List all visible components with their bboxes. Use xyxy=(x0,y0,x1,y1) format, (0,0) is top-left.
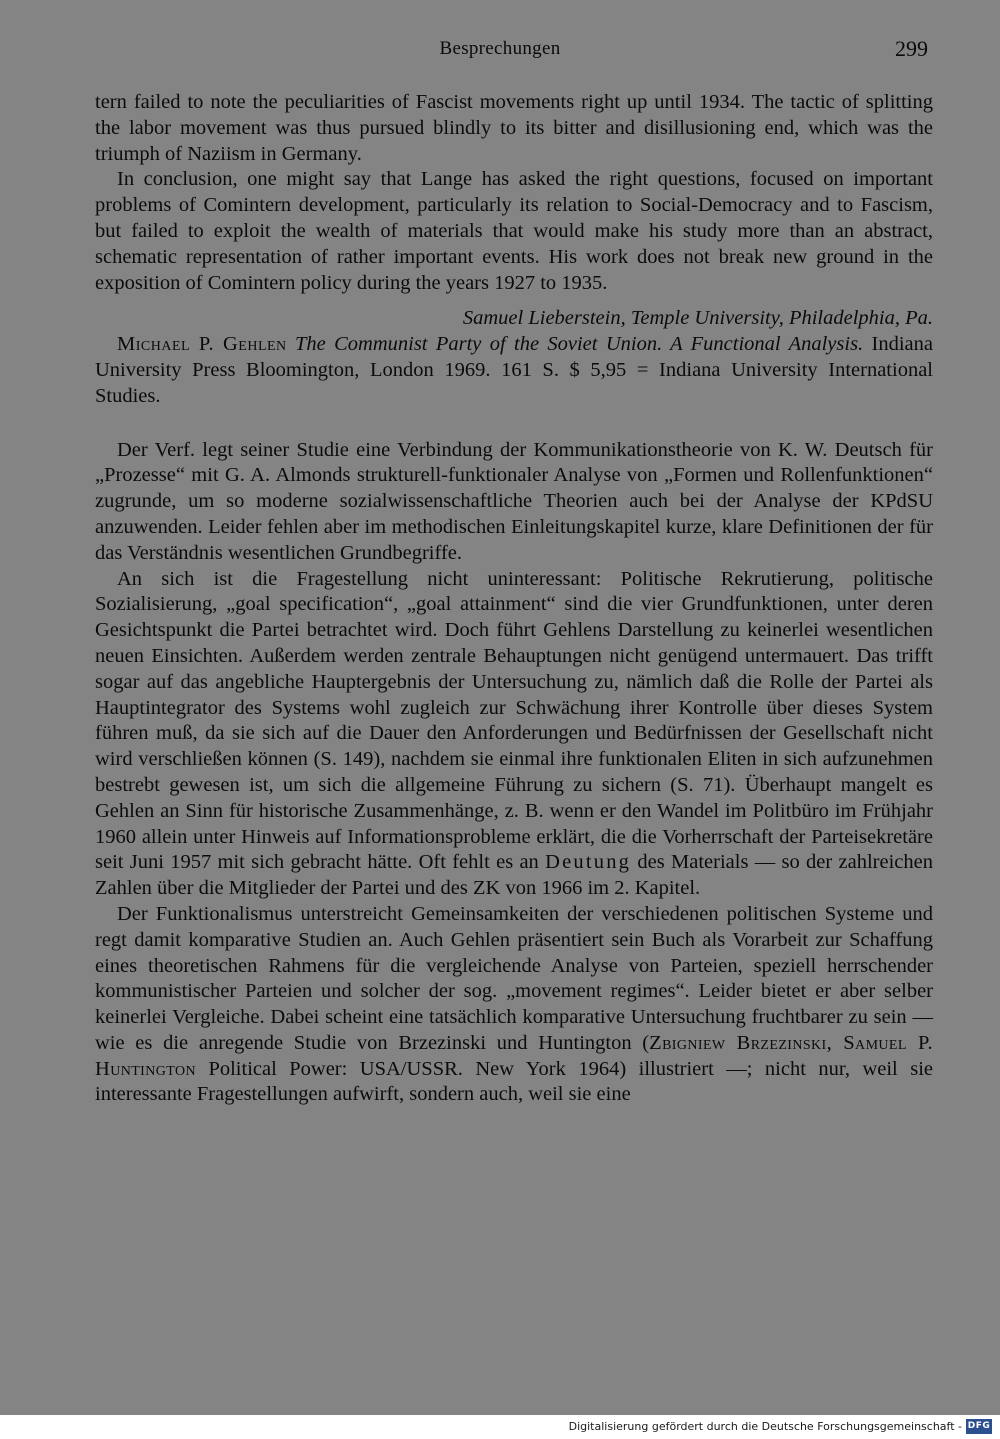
page-content xyxy=(95,90,933,1108)
review2-paragraph-2 xyxy=(95,567,933,902)
dfg-logo: DFG xyxy=(966,1419,992,1434)
reviewer-signature: Samuel Lieberstein, Temple University, Philadelphia, Pa. xyxy=(462,307,933,330)
book-author: Michael P. Gehlen xyxy=(117,333,287,356)
review2-paragraph-3-text-a: Der Funktionalismus unterstreicht Gemeinsamkeiten der verschiedenen politischen Systeme und regt damit komparative Studien an. Auch Gehlen präsentiert sein Buch als Vorarbeit zur Schaffung eines theoretischen Rahmens für die vergleichende Analyse von Parteien, speziell herrschender kommunistischer Parteien und solcher der sog. „movement regimes“. Leider bietet er aber selber keinerlei Vergleiche. Dabei scheint eine tatsächlich komparative Untersuchung fruchtbarer zu sein — wie es die anregende Studie von Brzezinski und Huntington ( xyxy=(95,902,933,1054)
running-title: Besprechungen xyxy=(439,38,561,59)
publication-info: Indiana University Press Bloomington, London 1969. 161 S. $ 5,95 = Indiana University International Studies. xyxy=(95,333,933,407)
footer-bar xyxy=(0,1415,1000,1439)
reference-authors: Zbigniew Brzezinski, Samuel P. Huntington xyxy=(95,1031,933,1080)
digitization-credit: Digitalisierung gefördert durch die Deutsche Forschungsgemeinschaft - xyxy=(568,1420,962,1433)
review2-paragraph-3 xyxy=(95,902,933,1108)
emphasized-word: Deutung xyxy=(545,851,632,874)
review1-paragraph-1: tern failed to note the peculiarities of Fascist movements right up until 1934. The tactic of splitting the labor movement was thus pursued blindly to its bitter and disillusioning end, which was the triumph of Naziism in Germany. xyxy=(95,91,933,165)
book-title: The Communist Party of the Soviet Union. A Functional Analysis. xyxy=(295,333,864,356)
page-number: 299 xyxy=(895,36,928,61)
review2-paragraph-1: Der Verf. legt seiner Studie eine Verbindung der Kommunikationstheorie von K. W. Deutsch für „Prozesse“ mit G. A. Almonds strukturell-funktionaler Analyse von „Formen und Rollenfunktionen“ zugrunde, um so moderne sozialwissenschaftliche Theorien auch bei der Analyse der KPdSU anzuwenden. Leider fehlen aber im methodischen Einleitungskapitel kurze, klare Definitionen der für das Verständnis wesentlichen Grundbegriffe. xyxy=(95,438,933,564)
review2-citation xyxy=(95,332,933,409)
review1-paragraph-2: In conclusion, one might say that Lange has asked the right questions, focused on important problems of Comintern development, particularly its relation to Social-Democracy and to Fascism, but failed to exploit the wealth of materials that would make his study more than an abstract, schematic representation of rather important events. His work does not break new ground in the exposition of Comintern policy during the years 1927 to 1935. xyxy=(95,168,933,294)
review2-paragraph-3-text-b: Political Power: USA/USSR. New York 1964) illustriert —; nicht nur, weil sie interessante Fragestellungen aufwirft, sondern auch, weil sie eine xyxy=(95,1057,933,1106)
review2-body xyxy=(95,438,933,1109)
review2-paragraph-2-text-b: des Materials — so der zahlreichen Zahlen über die Mitglieder der Partei und des ZK von 1966 im 2. Kapitel. xyxy=(95,851,933,900)
running-head xyxy=(0,38,1000,66)
review2-paragraph-2-text-a: An sich ist die Fragestellung nicht uninteressant: Politische Rekrutierung, politische Sozialisierung, „goal specification“, „goal attainment“ sind die vier Grundfunktionen, unter deren Gesichtspunkt die Partei betrachtet wird. Doch führt Gehlens Darstellung zu keinerlei wesentlichen neuen Einsichten. Außerdem werden zentrale Behauptungen nicht genügend untermauert. Das trifft sogar auf das angebliche Hauptergebnis der Untersuchung zu, nämlich daß die Rolle der Partei als Hauptintegrator des Systems wohl zugleich zur Schwächung ihrer Kontrolle über dieses System führen muß, da sie sich auf die Dauer den Anforderungen und Bedürfnissen der Gesellschaft nicht wird verschließen können (S. 149), nachdem sie einmal ihre funktionalen Eliten in sich aufzunehmen bestrebt gewesen ist, um sich die allgemeine Führung zu sichern (S. 71). Überhaupt mangelt es Gehlen an Sinn für historische Zusammenhänge, z. B. wenn er den Wandel im Politbüro im Frühjahr 1960 allein unter Hinweis auf Informationsprobleme erklärt, die die Vorherrschaft der Parteisekretäre seit Juni 1957 mit sich gebracht hätte. Oft fehlt es an xyxy=(95,567,933,874)
